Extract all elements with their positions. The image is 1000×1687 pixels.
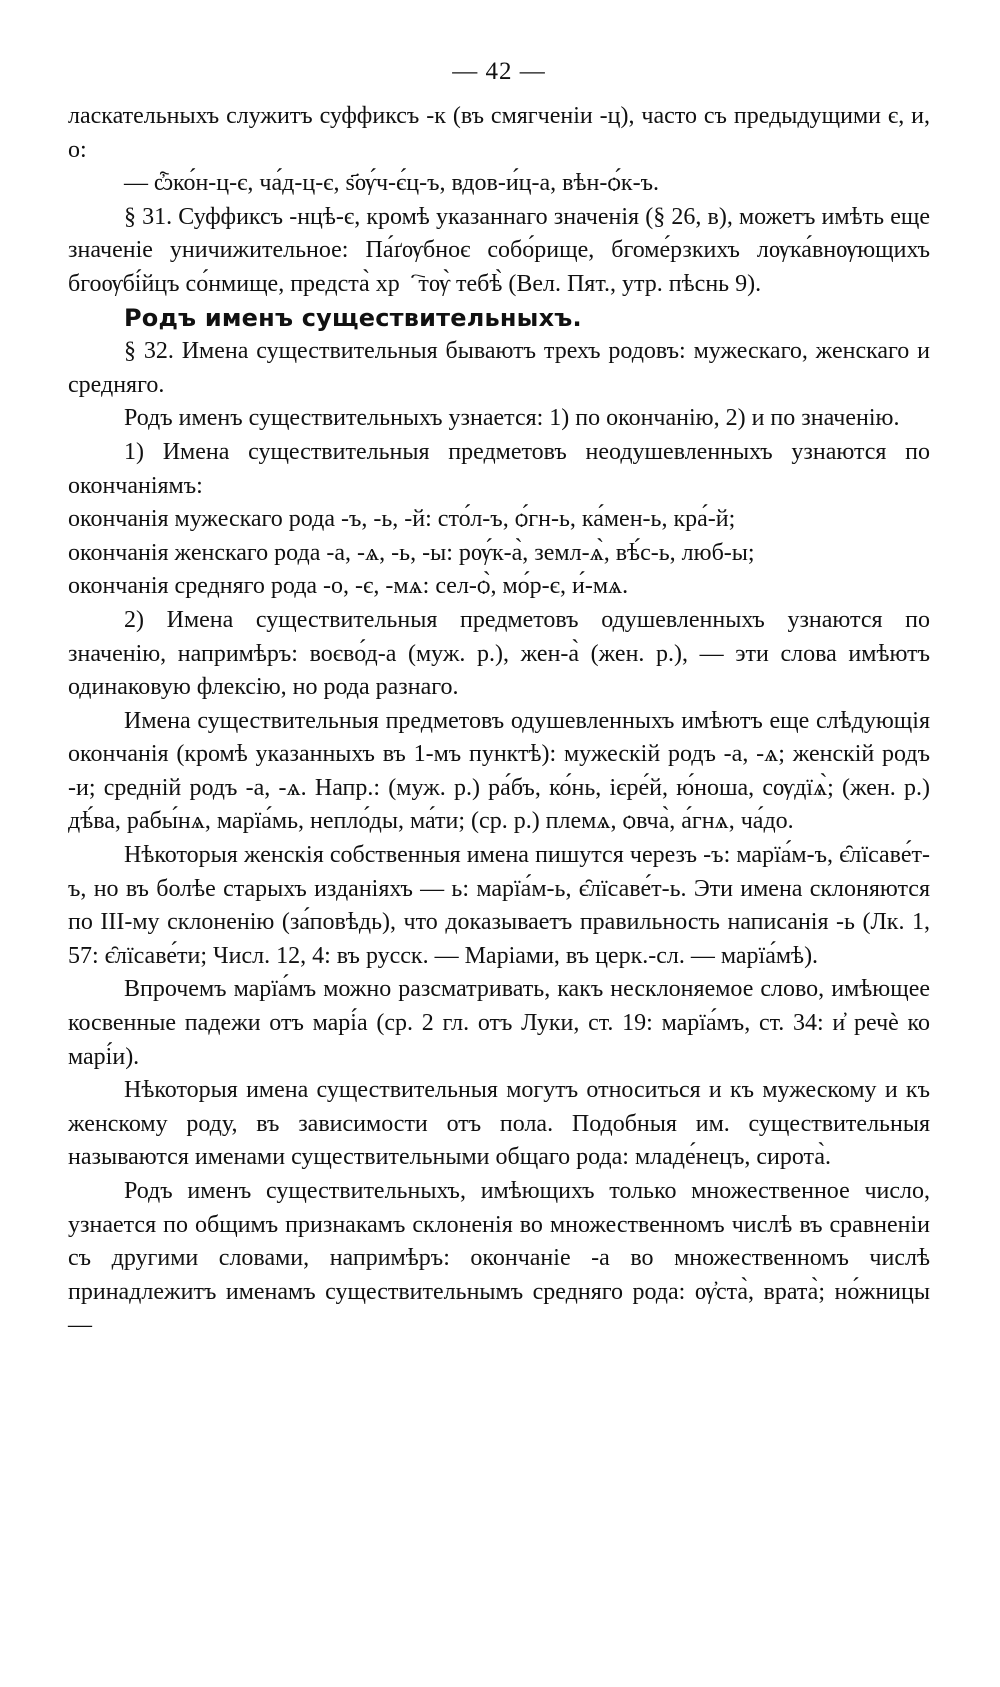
paragraph-gender-determined: Родъ именъ существительныхъ узнается: 1) по окончанію, 2) и по значенію. [124, 405, 900, 432]
endings-neuter: окончанія средняго рода -о, -є, -мѧ: сел-ѻ̀, мо́р-є, и́-мѧ. [68, 573, 629, 600]
page-number: — 42 — [452, 58, 546, 85]
endings-feminine: окончанія женскаго рода -а, -ѧ, -ь, -ы: рѹ́к-а̀, земл-ѧ̀, вѣ́с-ь, люб-ы; [68, 539, 755, 566]
paragraph-common-gender: Нѣкоторыя имена существительныя могутъ относиться и къ мужескому и къ женскому роду, въ зависимости отъ пола. Подобныя им. существительныя называются именами существительными общаго рода: младе́нецъ, сирота̀. [68, 1077, 930, 1171]
paragraph-mariam: Впрочемъ марїа́мъ можно разсматривать, какъ несклоняемое слово, имѣющее косвенные падежи отъ марі́а (ср. 2 гл. отъ Луки, ст. 19: марїа́мъ, ст. 34: и҆ речѐ ко марі́и). [68, 976, 930, 1070]
paragraph-suffix-intro: ласкательныхъ служитъ суффиксъ -к (въ смягченіи -ц), часто съ предыдущими є, и, о: [68, 103, 930, 163]
paragraph-plural-only: Родъ именъ существительныхъ, имѣющихъ только множественное число, узнается по общимъ признакамъ склоненія во множественномъ числѣ въ сравненіи съ другими словами, напримѣръ: окончаніе -а во множественномъ числѣ принадлежитъ именамъ существительнымъ средняго рода: ѹ҆ста̀, врата̀; но́жницы — [68, 1178, 930, 1339]
paragraph-inanimate: 1) Имена существительныя предметовъ неодушевленныхъ узнаются по окончаніямъ: [68, 438, 930, 499]
paragraph-suffix-examples: — ѽко́н-ц-є, ча́д-ц-є, ѕ҃ѹ́ч-є́ц-ъ, вдов-и́ц-а, вѣн-ѻ́к-ъ. [124, 170, 659, 197]
endings-masculine: окончанія мужескаго рода -ъ, -ь, -й: сто́л-ъ, ѻ́гн-ь, ка́мен-ь, кра́-й; [68, 506, 736, 533]
paragraph-section-31: § 31. Суффиксъ -нцѣ-є, кромѣ указаннаго значенія (§ 26, в), можетъ имѣть еще значеніе уничижительное: Па́ґѹбноє собо́рище, бгоме́рзкихъ лѹка́внѹющихъ бгоѹбі́йцъ со́нмище, предста̀ хрⷭ҇тѹ̀ тебѣ̀ (Вел. Пят., утр. пѣснь 9). [68, 203, 930, 297]
paragraph-animate: 2) Имена существительныя предметовъ одушевленныхъ узнаются по значенію, напримѣръ: воєво́д-а (муж. р.), жен-а̀ (жен. р.), — эти слова имѣютъ одинаковую флексію, но рода разнаго. [68, 606, 930, 701]
paragraph-section-32: § 32. Имена существительныя бываютъ трехъ родовъ: мужескаго, женскаго и средняго. [68, 338, 930, 398]
paragraph-feminine-proper-names: Нѣкоторыя женскія собственныя имена пишутся черезъ -ъ: марїа́м-ъ, є̑лїсаве́т-ъ, но въ болѣе старыхъ изданіяхъ — ь: марїа́м-ь, є̑лїсаве́т-ь. Эти имена склоняются по III-му склоненію (за́повѣдь), что доказываетъ правильность написанія -ь (Лк. 1, 57: є̑лїсаве́ти; Числ. 12, 4: въ русск. — Маріами, въ церк.-сл. — марїа́мѣ). [68, 842, 930, 969]
section-heading: Родъ именъ существительныхъ. [124, 303, 582, 332]
page [68, 58, 930, 1343]
paragraph-animate-endings: Имена существительныя предметовъ одушевленныхъ имѣютъ еще слѣдующія окончанія (кромѣ указанныхъ въ 1-мъ пунктѣ): мужескій родъ -а, -ѧ; женскій родъ -и; средній родъ -а, -ѧ. Напр.: (муж. р.) ра́бъ, ко́нь, ієре́й, ю́ноша, сѹдїѧ̀; (жен. р.) дѣ́ва, рабы́нѧ, марїа́мь, непло́ды, ма́ти; (ср. р.) племѧ, ѻвча̀, а́гнѧ, ча́до. [68, 707, 930, 835]
